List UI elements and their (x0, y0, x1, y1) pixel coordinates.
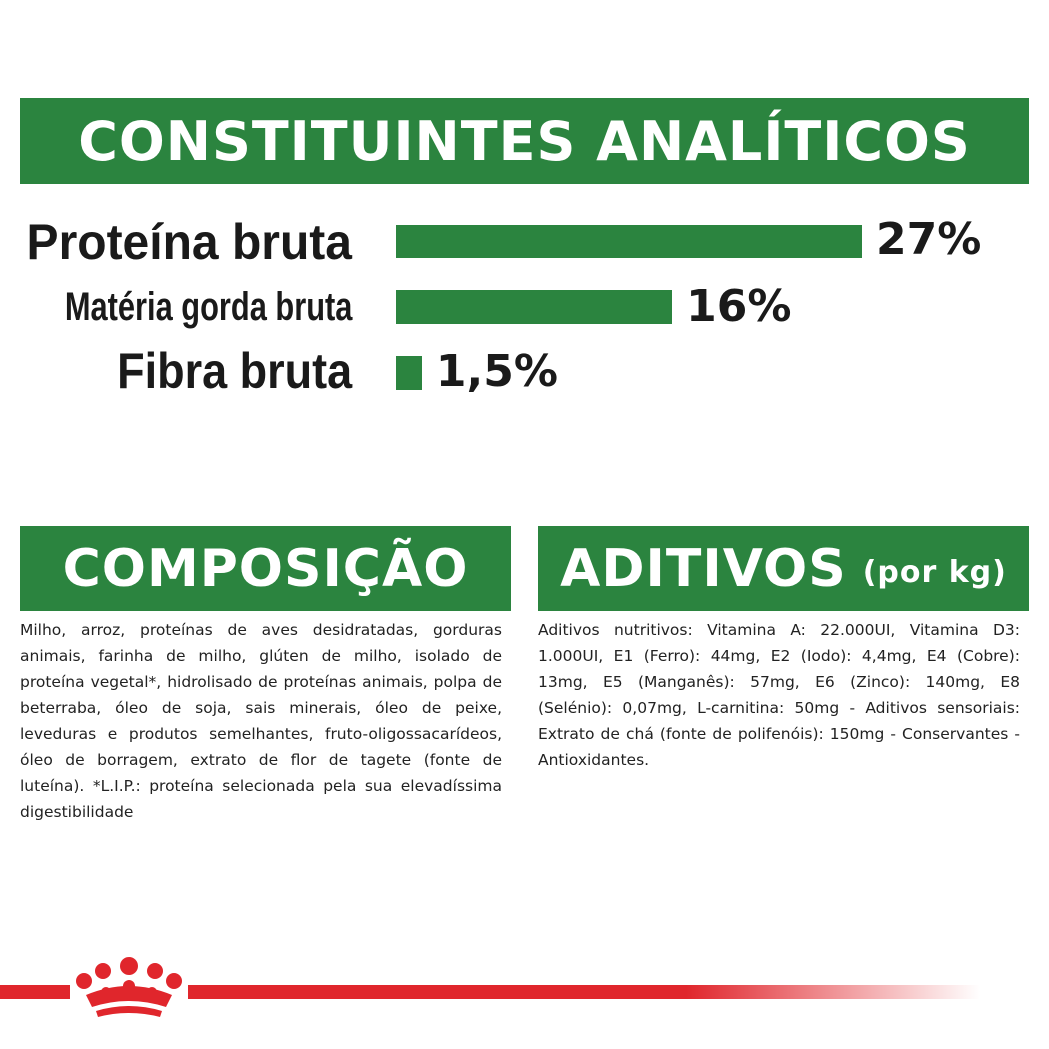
additives-header (538, 526, 1029, 611)
fiber-bar (396, 356, 422, 390)
analytic-constituents-title: CONSTITUINTES ANALÍTICOS (78, 109, 971, 173)
protein-bar (396, 225, 862, 258)
additives-unit: (por kg) (862, 555, 1007, 590)
royal-canin-crown-icon (70, 955, 188, 1023)
analytic-constituents-header (20, 98, 1029, 184)
composition-text: Milho, arroz, proteínas de aves desidratadas, gorduras animais, farinha de milho, glúten de milho, isolado de proteína vegetal*, hidrolisado de proteínas animais, polpa de beterraba, óleo de soja, sais minerais, óleo de peixe, leveduras e produtos semelhantes, fruto-oligossacarídeos, óleo de borragem, extrato de flor de tagete (fonte de luteína). *L.I.P.: proteína selecionada pela sua elevadíssima digestibilidade (20, 621, 502, 821)
additives-title: ADITIVOS (560, 538, 847, 599)
protein-label: Proteína bruta (26, 214, 352, 270)
fat-label: Matéria gorda bruta (64, 285, 352, 329)
composition-header (20, 526, 511, 611)
composition-title: COMPOSIÇÃO (62, 538, 469, 599)
protein-value: 27% (876, 214, 982, 265)
fiber-value: 1,5% (435, 346, 558, 397)
fiber-label: Fibra bruta (116, 343, 352, 399)
fat-value: 16% (686, 281, 792, 332)
additives-text: Aditivos nutritivos: Vitamina A: 22.000UI, Vitamina D3: 1.000UI, E1 (Ferro): 44mg, E2 (Iodo): 4,4mg, E4 (Cobre): 13mg, E5 (Manganês): 57mg, E6 (Zinco): 140mg, E8 (Selénio): 0,07mg, L-carnitina: 50mg - Aditivos sensoriais: Extrato de chá (fonte de polifenóis): 150mg - Conservantes - Antioxidantes. (538, 621, 1020, 769)
fat-bar (396, 290, 672, 324)
